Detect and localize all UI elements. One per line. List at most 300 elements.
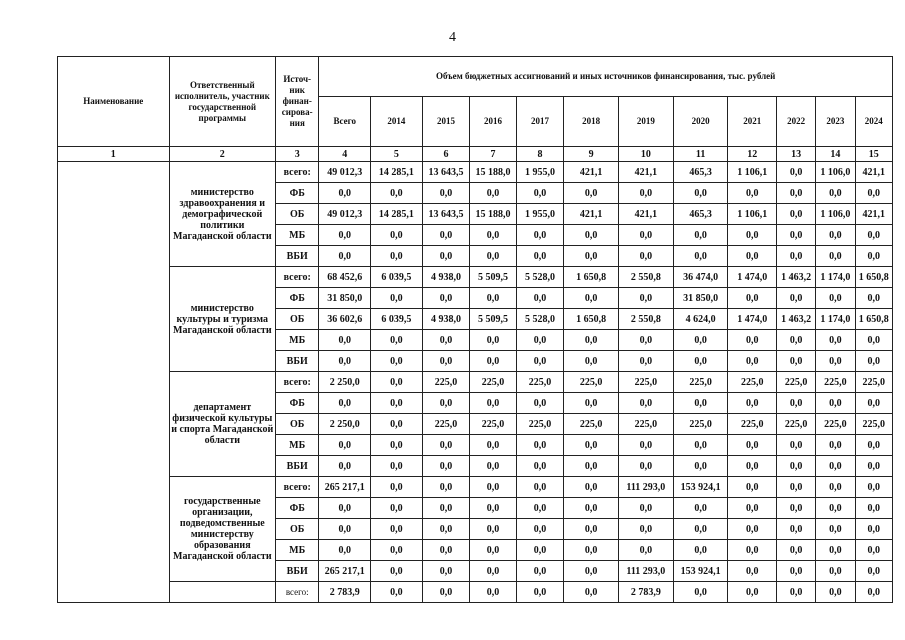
value-cell: 0,0 xyxy=(673,435,728,456)
value-cell: 0,0 xyxy=(470,561,516,582)
value-cell: 0,0 xyxy=(422,456,470,477)
value-cell: 31 850,0 xyxy=(673,288,728,309)
value-cell: 2 250,0 xyxy=(319,414,371,435)
source-cell: ФБ xyxy=(276,288,319,309)
value-cell: 0,0 xyxy=(673,582,728,603)
value-cell: 0,0 xyxy=(816,246,855,267)
value-cell: 0,0 xyxy=(319,393,371,414)
value-cell: 225,0 xyxy=(855,372,892,393)
value-cell: 0,0 xyxy=(816,519,855,540)
column-index: 5 xyxy=(371,147,423,162)
value-cell: 0,0 xyxy=(516,435,564,456)
column-index: 12 xyxy=(728,147,777,162)
value-cell: 0,0 xyxy=(422,540,470,561)
value-cell: 14 285,1 xyxy=(371,162,423,183)
executor-cell: министерство культуры и туризма Магаданской области xyxy=(169,267,275,372)
source-cell: ВБИ xyxy=(276,456,319,477)
value-cell: 0,0 xyxy=(564,561,619,582)
column-index: 2 xyxy=(169,147,275,162)
value-cell: 225,0 xyxy=(673,372,728,393)
value-cell: 0,0 xyxy=(319,351,371,372)
value-cell: 0,0 xyxy=(371,540,423,561)
column-index: 11 xyxy=(673,147,728,162)
value-cell: 36 474,0 xyxy=(673,267,728,288)
value-cell: 421,1 xyxy=(618,204,673,225)
value-cell: 0,0 xyxy=(470,351,516,372)
value-cell: 0,0 xyxy=(777,204,816,225)
value-cell: 225,0 xyxy=(516,372,564,393)
value-cell: 0,0 xyxy=(777,540,816,561)
value-cell: 0,0 xyxy=(470,183,516,204)
value-cell: 0,0 xyxy=(516,540,564,561)
value-cell: 0,0 xyxy=(673,246,728,267)
header-year: 2021 xyxy=(728,97,777,147)
value-cell: 0,0 xyxy=(470,519,516,540)
value-cell: 225,0 xyxy=(618,372,673,393)
value-cell: 1 650,8 xyxy=(855,309,892,330)
column-index: 7 xyxy=(470,147,516,162)
table-row xyxy=(58,162,893,183)
value-cell: 1 106,0 xyxy=(816,204,855,225)
value-cell: 0,0 xyxy=(516,477,564,498)
header-year: 2014 xyxy=(371,97,423,147)
value-cell: 0,0 xyxy=(855,498,892,519)
value-cell: 0,0 xyxy=(777,288,816,309)
header-year: 2023 xyxy=(816,97,855,147)
value-cell: 0,0 xyxy=(777,246,816,267)
value-cell: 0,0 xyxy=(618,540,673,561)
value-cell: 0,0 xyxy=(470,288,516,309)
value-cell: 0,0 xyxy=(816,561,855,582)
value-cell: 0,0 xyxy=(371,351,423,372)
value-cell: 0,0 xyxy=(516,498,564,519)
value-cell: 0,0 xyxy=(855,435,892,456)
source-cell: всего: xyxy=(276,582,319,603)
source-cell: ФБ xyxy=(276,183,319,204)
value-cell: 0,0 xyxy=(728,246,777,267)
value-cell: 15 188,0 xyxy=(470,204,516,225)
value-cell: 0,0 xyxy=(728,393,777,414)
value-cell: 0,0 xyxy=(564,288,619,309)
value-cell: 0,0 xyxy=(422,330,470,351)
value-cell: 0,0 xyxy=(777,582,816,603)
column-index: 10 xyxy=(618,147,673,162)
value-cell: 0,0 xyxy=(371,519,423,540)
value-cell: 0,0 xyxy=(564,183,619,204)
value-cell: 0,0 xyxy=(673,351,728,372)
source-cell: всего: xyxy=(276,267,319,288)
value-cell: 0,0 xyxy=(673,519,728,540)
header-year: 2018 xyxy=(564,97,619,147)
executor-cell: министерство здравоохранения и демографической политики Магаданской области xyxy=(169,162,275,267)
value-cell: 0,0 xyxy=(516,351,564,372)
value-cell: 0,0 xyxy=(816,498,855,519)
value-cell: 0,0 xyxy=(422,288,470,309)
value-cell: 0,0 xyxy=(371,435,423,456)
value-cell: 0,0 xyxy=(816,582,855,603)
value-cell: 1 474,0 xyxy=(728,309,777,330)
value-cell: 225,0 xyxy=(564,414,619,435)
value-cell: 0,0 xyxy=(855,540,892,561)
value-cell: 0,0 xyxy=(855,456,892,477)
value-cell: 0,0 xyxy=(728,561,777,582)
value-cell: 0,0 xyxy=(516,519,564,540)
source-cell: ОБ xyxy=(276,414,319,435)
value-cell: 0,0 xyxy=(371,225,423,246)
value-cell: 421,1 xyxy=(855,162,892,183)
value-cell: 1 474,0 xyxy=(728,267,777,288)
value-cell: 0,0 xyxy=(564,393,619,414)
value-cell: 421,1 xyxy=(564,162,619,183)
value-cell: 0,0 xyxy=(564,225,619,246)
value-cell: 13 643,5 xyxy=(422,204,470,225)
value-cell: 153 924,1 xyxy=(673,561,728,582)
value-cell: 0,0 xyxy=(777,162,816,183)
value-cell: 225,0 xyxy=(855,414,892,435)
budget-allocation-table xyxy=(57,56,893,603)
value-cell: 2 783,9 xyxy=(319,582,371,603)
value-cell: 0,0 xyxy=(371,372,423,393)
source-cell: ФБ xyxy=(276,498,319,519)
value-cell: 0,0 xyxy=(618,393,673,414)
value-cell: 0,0 xyxy=(816,435,855,456)
value-cell: 225,0 xyxy=(564,372,619,393)
value-cell: 0,0 xyxy=(371,498,423,519)
executor-cell: государственные организации, подведомственные министерству образования Магаданской области xyxy=(169,477,275,582)
value-cell: 0,0 xyxy=(319,498,371,519)
value-cell: 0,0 xyxy=(516,393,564,414)
value-cell: 465,3 xyxy=(673,204,728,225)
value-cell: 0,0 xyxy=(855,330,892,351)
value-cell: 111 293,0 xyxy=(618,561,673,582)
value-cell: 1 463,2 xyxy=(777,309,816,330)
value-cell: 2 783,9 xyxy=(618,582,673,603)
value-cell: 0,0 xyxy=(516,288,564,309)
header-year: 2017 xyxy=(516,97,564,147)
value-cell: 0,0 xyxy=(516,582,564,603)
value-cell: 225,0 xyxy=(816,372,855,393)
table-row xyxy=(58,582,893,603)
value-cell: 31 850,0 xyxy=(319,288,371,309)
header-executor: Ответственный исполнитель, участник государственной программы xyxy=(169,57,275,147)
value-cell: 0,0 xyxy=(422,477,470,498)
source-cell: ВБИ xyxy=(276,561,319,582)
table-row xyxy=(58,372,893,393)
value-cell: 0,0 xyxy=(319,519,371,540)
value-cell: 5 509,5 xyxy=(470,267,516,288)
value-cell: 0,0 xyxy=(855,519,892,540)
value-cell: 0,0 xyxy=(728,540,777,561)
column-index: 8 xyxy=(516,147,564,162)
header-year: 2024 xyxy=(855,97,892,147)
value-cell: 1 106,1 xyxy=(728,204,777,225)
value-cell: 0,0 xyxy=(422,183,470,204)
column-index: 15 xyxy=(855,147,892,162)
value-cell: 0,0 xyxy=(777,477,816,498)
value-cell: 0,0 xyxy=(777,498,816,519)
value-cell: 0,0 xyxy=(728,351,777,372)
value-cell: 4 938,0 xyxy=(422,267,470,288)
value-cell: 0,0 xyxy=(319,456,371,477)
value-cell: 0,0 xyxy=(816,288,855,309)
value-cell: 1 650,8 xyxy=(855,267,892,288)
value-cell: 0,0 xyxy=(564,498,619,519)
header-source: Источ-ник финан-сирова-ния xyxy=(276,57,319,147)
value-cell: 0,0 xyxy=(319,540,371,561)
value-cell: 0,0 xyxy=(728,456,777,477)
value-cell: 225,0 xyxy=(422,414,470,435)
table-row xyxy=(58,267,893,288)
header-name: Наименование xyxy=(58,57,170,147)
source-cell: ВБИ xyxy=(276,351,319,372)
value-cell: 0,0 xyxy=(816,456,855,477)
value-cell: 0,0 xyxy=(855,351,892,372)
value-cell: 2 250,0 xyxy=(319,372,371,393)
value-cell: 0,0 xyxy=(728,519,777,540)
value-cell: 0,0 xyxy=(673,225,728,246)
table-row xyxy=(58,477,893,498)
executor-cell xyxy=(169,582,275,603)
value-cell: 0,0 xyxy=(618,183,673,204)
value-cell: 0,0 xyxy=(470,456,516,477)
value-cell: 0,0 xyxy=(728,288,777,309)
value-cell: 0,0 xyxy=(564,477,619,498)
value-cell: 4 624,0 xyxy=(673,309,728,330)
value-cell: 5 509,5 xyxy=(470,309,516,330)
value-cell: 225,0 xyxy=(777,372,816,393)
value-cell: 0,0 xyxy=(470,435,516,456)
value-cell: 1 174,0 xyxy=(816,309,855,330)
value-cell: 0,0 xyxy=(564,456,619,477)
column-index: 13 xyxy=(777,147,816,162)
value-cell: 0,0 xyxy=(855,582,892,603)
value-cell: 0,0 xyxy=(422,582,470,603)
value-cell: 6 039,5 xyxy=(371,267,423,288)
value-cell: 0,0 xyxy=(516,330,564,351)
value-cell: 0,0 xyxy=(855,561,892,582)
value-cell: 0,0 xyxy=(816,351,855,372)
column-index: 4 xyxy=(319,147,371,162)
value-cell: 0,0 xyxy=(371,561,423,582)
source-cell: ОБ xyxy=(276,204,319,225)
value-cell: 0,0 xyxy=(319,225,371,246)
value-cell: 0,0 xyxy=(816,540,855,561)
value-cell: 225,0 xyxy=(516,414,564,435)
value-cell: 0,0 xyxy=(470,540,516,561)
header-volume: Объем бюджетных ассигнований и иных источников финансирования, тыс. рублей xyxy=(319,57,893,97)
value-cell: 225,0 xyxy=(618,414,673,435)
value-cell: 2 550,8 xyxy=(618,267,673,288)
value-cell: 421,1 xyxy=(618,162,673,183)
value-cell: 0,0 xyxy=(564,351,619,372)
value-cell: 0,0 xyxy=(728,225,777,246)
value-cell: 1 174,0 xyxy=(816,267,855,288)
header-total: Всего xyxy=(319,97,371,147)
value-cell: 0,0 xyxy=(422,225,470,246)
value-cell: 0,0 xyxy=(777,519,816,540)
value-cell: 0,0 xyxy=(371,288,423,309)
value-cell: 0,0 xyxy=(516,246,564,267)
value-cell: 0,0 xyxy=(319,246,371,267)
value-cell: 0,0 xyxy=(319,330,371,351)
value-cell: 0,0 xyxy=(777,351,816,372)
value-cell: 0,0 xyxy=(673,183,728,204)
value-cell: 0,0 xyxy=(371,414,423,435)
value-cell: 153 924,1 xyxy=(673,477,728,498)
column-index: 9 xyxy=(564,147,619,162)
value-cell: 0,0 xyxy=(516,183,564,204)
column-index: 3 xyxy=(276,147,319,162)
value-cell: 0,0 xyxy=(777,561,816,582)
executor-cell: департамент физической культуры и спорта Магаданской области xyxy=(169,372,275,477)
value-cell: 0,0 xyxy=(618,246,673,267)
value-cell: 225,0 xyxy=(422,372,470,393)
value-cell: 0,0 xyxy=(816,393,855,414)
column-index: 6 xyxy=(422,147,470,162)
value-cell: 225,0 xyxy=(470,372,516,393)
value-cell: 0,0 xyxy=(673,540,728,561)
value-cell: 465,3 xyxy=(673,162,728,183)
value-cell: 0,0 xyxy=(728,477,777,498)
value-cell: 225,0 xyxy=(673,414,728,435)
header-year: 2022 xyxy=(777,97,816,147)
value-cell: 0,0 xyxy=(618,519,673,540)
value-cell: 0,0 xyxy=(618,225,673,246)
value-cell: 1 106,0 xyxy=(816,162,855,183)
value-cell: 0,0 xyxy=(470,582,516,603)
value-cell: 0,0 xyxy=(371,330,423,351)
value-cell: 0,0 xyxy=(728,435,777,456)
value-cell: 5 528,0 xyxy=(516,309,564,330)
value-cell: 14 285,1 xyxy=(371,204,423,225)
value-cell: 225,0 xyxy=(777,414,816,435)
value-cell: 1 650,8 xyxy=(564,309,619,330)
value-cell: 0,0 xyxy=(777,330,816,351)
value-cell: 0,0 xyxy=(673,498,728,519)
value-cell: 421,1 xyxy=(564,204,619,225)
value-cell: 49 012,3 xyxy=(319,162,371,183)
value-cell: 225,0 xyxy=(470,414,516,435)
page-number: 4 xyxy=(449,30,456,45)
value-cell: 0,0 xyxy=(564,330,619,351)
value-cell: 0,0 xyxy=(422,519,470,540)
value-cell: 0,0 xyxy=(816,225,855,246)
value-cell: 0,0 xyxy=(422,561,470,582)
value-cell: 0,0 xyxy=(855,477,892,498)
header-year: 2016 xyxy=(470,97,516,147)
value-cell: 0,0 xyxy=(564,435,619,456)
value-cell: 68 452,6 xyxy=(319,267,371,288)
source-cell: ОБ xyxy=(276,519,319,540)
value-cell: 0,0 xyxy=(855,288,892,309)
value-cell: 0,0 xyxy=(422,435,470,456)
value-cell: 49 012,3 xyxy=(319,204,371,225)
value-cell: 0,0 xyxy=(777,225,816,246)
value-cell: 0,0 xyxy=(470,477,516,498)
header-year: 2015 xyxy=(422,97,470,147)
value-cell: 0,0 xyxy=(422,393,470,414)
value-cell: 265 217,1 xyxy=(319,477,371,498)
value-cell: 0,0 xyxy=(319,183,371,204)
value-cell: 0,0 xyxy=(855,393,892,414)
value-cell: 0,0 xyxy=(371,582,423,603)
value-cell: 225,0 xyxy=(728,414,777,435)
value-cell: 265 217,1 xyxy=(319,561,371,582)
value-cell: 0,0 xyxy=(816,477,855,498)
value-cell: 225,0 xyxy=(816,414,855,435)
value-cell: 13 643,5 xyxy=(422,162,470,183)
value-cell: 0,0 xyxy=(470,393,516,414)
source-cell: ВБИ xyxy=(276,246,319,267)
value-cell: 225,0 xyxy=(728,372,777,393)
column-index: 14 xyxy=(816,147,855,162)
value-cell: 0,0 xyxy=(564,582,619,603)
value-cell: 0,0 xyxy=(371,183,423,204)
source-cell: всего: xyxy=(276,372,319,393)
header-year: 2020 xyxy=(673,97,728,147)
value-cell: 2 550,8 xyxy=(618,309,673,330)
value-cell: 0,0 xyxy=(470,246,516,267)
value-cell: 0,0 xyxy=(816,183,855,204)
value-cell: 0,0 xyxy=(371,393,423,414)
source-cell: МБ xyxy=(276,540,319,561)
value-cell: 0,0 xyxy=(516,225,564,246)
source-cell: МБ xyxy=(276,225,319,246)
source-cell: всего: xyxy=(276,162,319,183)
value-cell: 0,0 xyxy=(618,498,673,519)
source-cell: ФБ xyxy=(276,393,319,414)
source-cell: МБ xyxy=(276,330,319,351)
value-cell: 0,0 xyxy=(816,330,855,351)
value-cell: 0,0 xyxy=(516,456,564,477)
value-cell: 0,0 xyxy=(371,456,423,477)
value-cell: 0,0 xyxy=(564,540,619,561)
value-cell: 0,0 xyxy=(470,498,516,519)
value-cell: 0,0 xyxy=(673,330,728,351)
value-cell: 0,0 xyxy=(855,225,892,246)
value-cell: 15 188,0 xyxy=(470,162,516,183)
value-cell: 5 528,0 xyxy=(516,267,564,288)
value-cell: 0,0 xyxy=(564,519,619,540)
value-cell: 0,0 xyxy=(673,393,728,414)
value-cell: 0,0 xyxy=(777,435,816,456)
value-cell: 0,0 xyxy=(422,351,470,372)
value-cell: 0,0 xyxy=(516,561,564,582)
value-cell: 0,0 xyxy=(618,435,673,456)
value-cell: 0,0 xyxy=(470,225,516,246)
value-cell: 1 955,0 xyxy=(516,204,564,225)
value-cell: 0,0 xyxy=(422,498,470,519)
value-cell: 0,0 xyxy=(319,435,371,456)
value-cell: 36 602,6 xyxy=(319,309,371,330)
value-cell: 4 938,0 xyxy=(422,309,470,330)
value-cell: 1 463,2 xyxy=(777,267,816,288)
column-index: 1 xyxy=(58,147,170,162)
value-cell: 0,0 xyxy=(777,183,816,204)
value-cell: 0,0 xyxy=(728,183,777,204)
source-cell: МБ xyxy=(276,435,319,456)
value-cell: 0,0 xyxy=(618,288,673,309)
value-cell: 0,0 xyxy=(618,456,673,477)
value-cell: 0,0 xyxy=(371,246,423,267)
value-cell: 0,0 xyxy=(470,330,516,351)
source-cell: всего: xyxy=(276,477,319,498)
value-cell: 6 039,5 xyxy=(371,309,423,330)
source-cell: ОБ xyxy=(276,309,319,330)
value-cell: 111 293,0 xyxy=(618,477,673,498)
value-cell: 0,0 xyxy=(564,246,619,267)
value-cell: 0,0 xyxy=(728,330,777,351)
